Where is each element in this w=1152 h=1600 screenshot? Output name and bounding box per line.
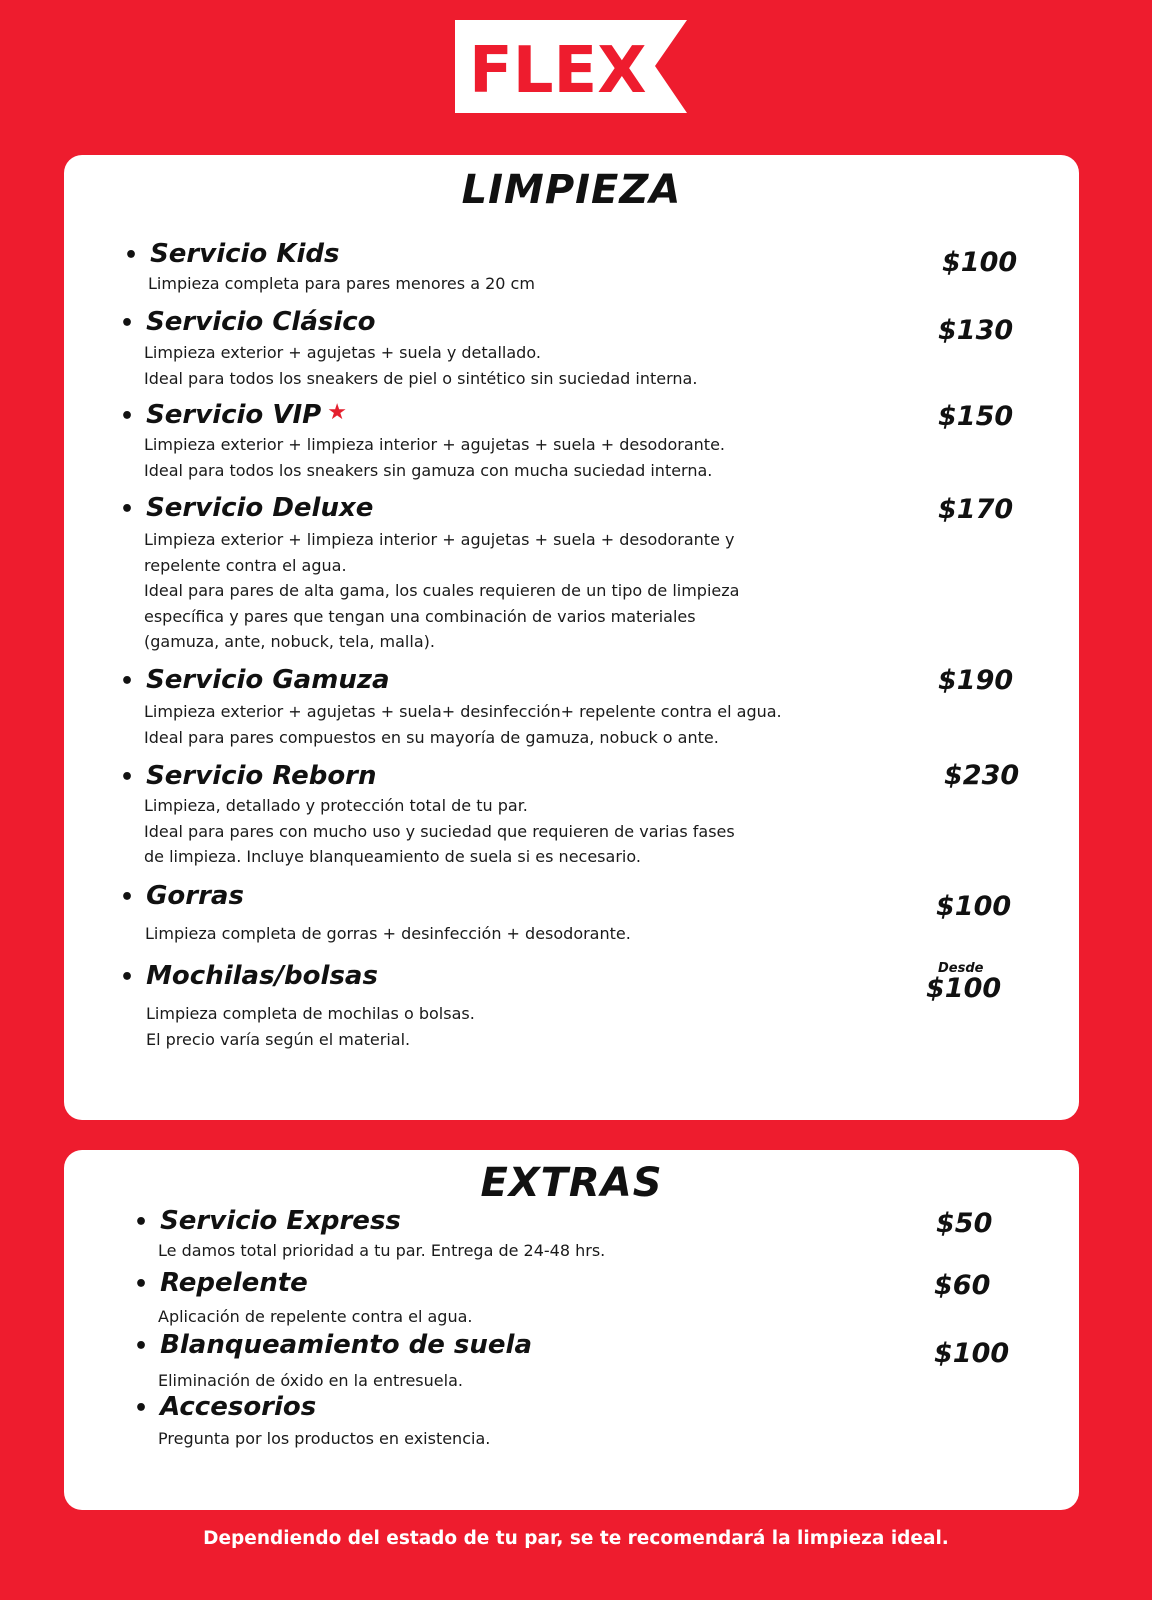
limpieza-card (64, 155, 1079, 1120)
extras-title: EXTRAS (480, 1160, 663, 1206)
service-desc: Limpieza completa de mochilas o bolsas. El precio varía según el material. (146, 1004, 475, 1049)
service-name: Servicio Reborn (146, 761, 377, 791)
bullet-icon: • (120, 404, 135, 429)
service-name: Gorras (146, 881, 244, 911)
bullet-icon: • (124, 243, 139, 268)
extra-name: Repelente (160, 1268, 308, 1298)
service-price: $150 (938, 401, 1014, 432)
extra-price: $50 (936, 1208, 993, 1239)
footer-note: Dependiendo del estado de tu par, se te recomendará la limpieza ideal. (203, 1528, 949, 1549)
extra-desc: Eliminación de óxido en la entresuela. (158, 1371, 463, 1390)
extras-card (64, 1150, 1079, 1510)
service-desc: Limpieza completa de gorras + desinfección + desodorante. (145, 924, 631, 943)
bullet-icon: • (134, 1272, 149, 1297)
svg-text:FLEX: FLEX (469, 34, 647, 108)
extra-desc: Le damos total prioridad a tu par. Entrega de 24-48 hrs. (158, 1241, 606, 1260)
service-desc: Limpieza exterior + agujetas + suela+ desinfección+ repelente contra el agua. Ideal para pares compuestos en su mayoría de gamuza, nobuck o ante. (144, 702, 782, 747)
extra-price: $100 (934, 1338, 1010, 1369)
service-price: $100 (942, 247, 1018, 278)
service-name: Servicio Clásico (146, 307, 376, 337)
service-name: Mochilas/bolsas (146, 961, 378, 991)
extra-desc: Pregunta por los productos en existencia. (158, 1429, 491, 1448)
service-price: $190 (938, 665, 1014, 696)
service-desc: Limpieza, detallado y protección total de tu par. Ideal para pares con mucho uso y suciedad que requieren de varias fases de limpieza. Incluye blanqueamiento de suela si es necesario. (144, 796, 735, 866)
service-price: $230 (944, 760, 1020, 791)
extra-name: Blanqueamiento de suela (160, 1330, 533, 1360)
bullet-icon: • (134, 1396, 149, 1421)
bullet-icon: • (120, 669, 135, 694)
service-price: $170 (938, 494, 1014, 525)
extra-desc: Aplicación de repelente contra el agua. (158, 1307, 473, 1326)
extra-price: $60 (934, 1270, 991, 1301)
bullet-icon: • (120, 885, 135, 910)
price-prefix: Desde (938, 961, 984, 976)
bullet-icon: • (134, 1210, 149, 1235)
bullet-icon: • (120, 965, 135, 990)
service-price: $100 (926, 973, 1002, 1004)
bullet-icon: • (120, 765, 135, 790)
service-price: $100 (936, 891, 1012, 922)
service-desc: Limpieza exterior + limpieza interior + agujetas + suela + desodorante. Ideal para todos los sneakers sin gamuza con mucha suciedad interna. (144, 435, 726, 480)
service-desc: Limpieza exterior + limpieza interior + agujetas + suela + desodorante y repelente contra el agua. Ideal para pares de alta gama, los cuales requieren de un tipo de limpieza específica y pares que tengan una combinación de varios materiales (gamuza, ante, nobuck, tela, malla). (144, 530, 740, 651)
bullet-icon: • (120, 311, 135, 336)
flex-logo (455, 20, 695, 113)
star-icon: ★ (327, 400, 347, 425)
service-name: Servicio Kids (150, 239, 340, 269)
bullet-icon: • (120, 497, 135, 522)
extra-name: Accesorios (160, 1392, 317, 1422)
service-name: Servicio VIP (146, 400, 322, 430)
service-price: $130 (938, 315, 1014, 346)
limpieza-title: LIMPIEZA (461, 167, 682, 213)
service-name: Servicio Deluxe (146, 493, 374, 523)
extra-name: Servicio Express (160, 1206, 401, 1236)
service-name: Servicio Gamuza (146, 665, 390, 695)
service-desc: Limpieza completa para pares menores a 20 cm (148, 274, 535, 293)
service-desc: Limpieza exterior + agujetas + suela y detallado. Ideal para todos los sneakers de piel o sintético sin suciedad interna. (144, 343, 698, 388)
bullet-icon: • (134, 1334, 149, 1359)
